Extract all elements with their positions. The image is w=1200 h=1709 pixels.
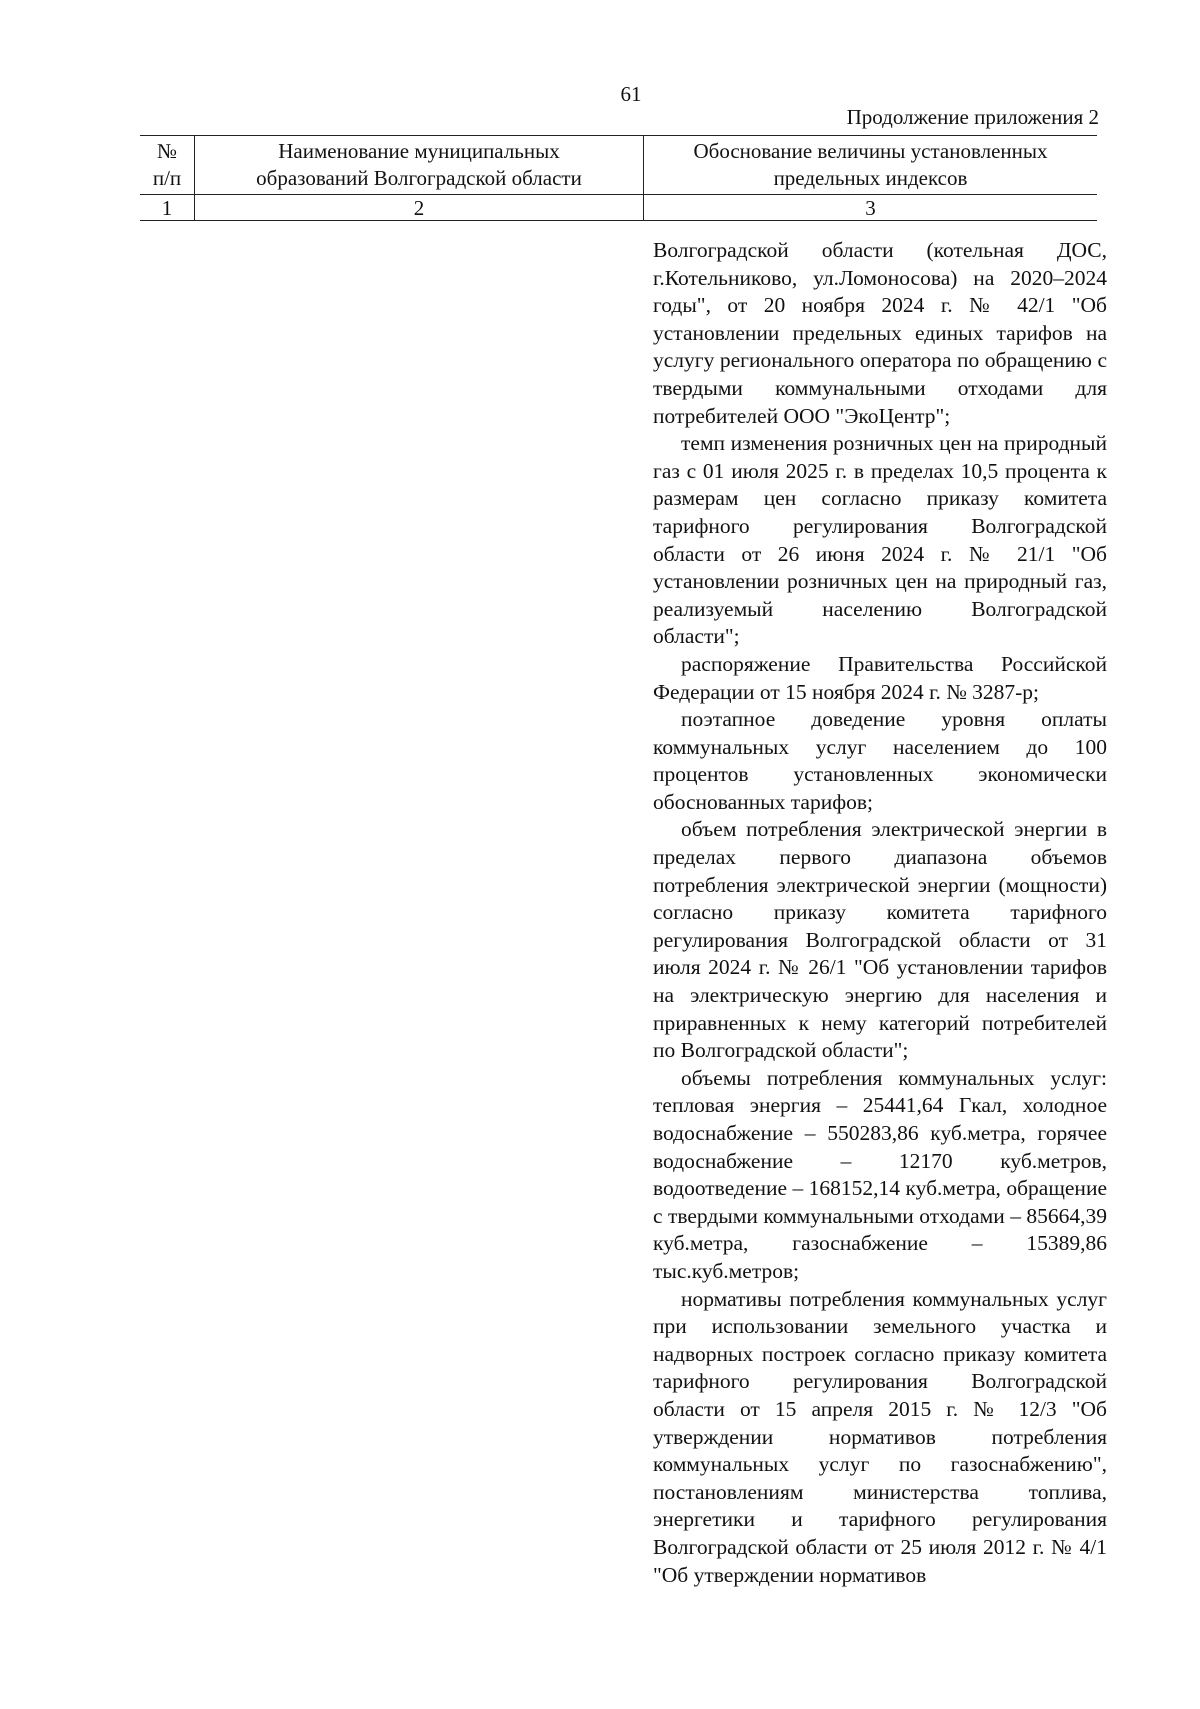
header-municipality-text: Наименование муниципальных образований Волгоградской области <box>256 139 582 190</box>
column-number-1: 1 <box>161 195 173 220</box>
column-number-2: 2 <box>194 195 643 220</box>
justification-column-text <box>653 237 1107 1589</box>
continuation-label: Продолжение приложения 2 <box>846 105 1099 129</box>
paragraph-6: объемы потребления коммунальных услуг: тепловая энергия – 25441,64 Гкал, холодное водоснабжение – 550283,86 куб.метра, горячее водоснабжение – 12170 куб.метров, водоотведение – 168152,14 куб.метра, обращение с твердыми коммунальными отходами – 85664,39 куб.метра, газоснабжение – 15389,86 тыс.куб.метров; <box>653 1065 1107 1283</box>
paragraph-1: Волгоградской области (котельная ДОС, г.Котельниково, ул.Ломоносова) на 2020–2024 годы", от 20 ноября 2024 г. № 42/1 "Об установлении предельных единых тарифов на услугу регионального оператора по обращению с твердыми коммунальными отходами для потребителей ООО "ЭкоЦентр"; <box>653 238 1107 428</box>
header-justification-text: Обоснование величины установленных предельных индексов <box>693 139 1048 190</box>
table-column-number-row <box>140 195 1097 220</box>
header-municipality-name <box>194 136 643 194</box>
paragraph-3: распоряжение Правительства Российской Федерации от 15 ноября 2024 г. № 3287-р; <box>653 651 1107 704</box>
paragraph-7: нормативы потребления коммунальных услуг при использовании земельного участка и надворных построек согласно приказу комитета тарифного регулирования Волгоградской области от 15 апреля 2015 г. № 12/3 "Об утверждении нормативов потребления коммунальных услуг по газоснабжению", постановлениям министерства топлива, энергетики и тарифного регулирования Волгоградской области от 25 июля 2012 г. № 4/1 "Об утверждении нормативов <box>653 1286 1107 1587</box>
paragraph-4: поэтапное доведение уровня оплаты коммунальных услуг населением до 100 процентов установленных экономически обоснованных тарифов; <box>653 707 1107 814</box>
paragraph-2: темп изменения розничных цен на природный газ с 01 июля 2025 г. в пределах 10,5 процента к размерам цен согласно приказу комитета тарифного регулирования Волгоградской области от 26 июня 2024 г. № 21/1 "Об установлении розничных цен на природный газ, реализуемый населению Волгоградской области"; <box>653 431 1107 649</box>
page-number: 61 <box>620 82 642 106</box>
header-justification <box>643 136 1097 194</box>
paragraph-5: объем потребления электрической энергии в пределах первого диапазона объемов потребления электрической энергии (мощности) согласно приказу комитета тарифного регулирования Волгоградской области от 31 июля 2024 г. № 26/1 "Об установлении тарифов на электрическую энергию для населения и приравненных к нему категорий потребителей по Волгоградской области"; <box>653 817 1107 1063</box>
header-number-text: № п/п <box>152 139 182 190</box>
appendix-table <box>140 135 1097 221</box>
column-number-3: 3 <box>643 195 1097 220</box>
header-number <box>140 136 194 194</box>
table-header-row <box>140 136 1097 195</box>
